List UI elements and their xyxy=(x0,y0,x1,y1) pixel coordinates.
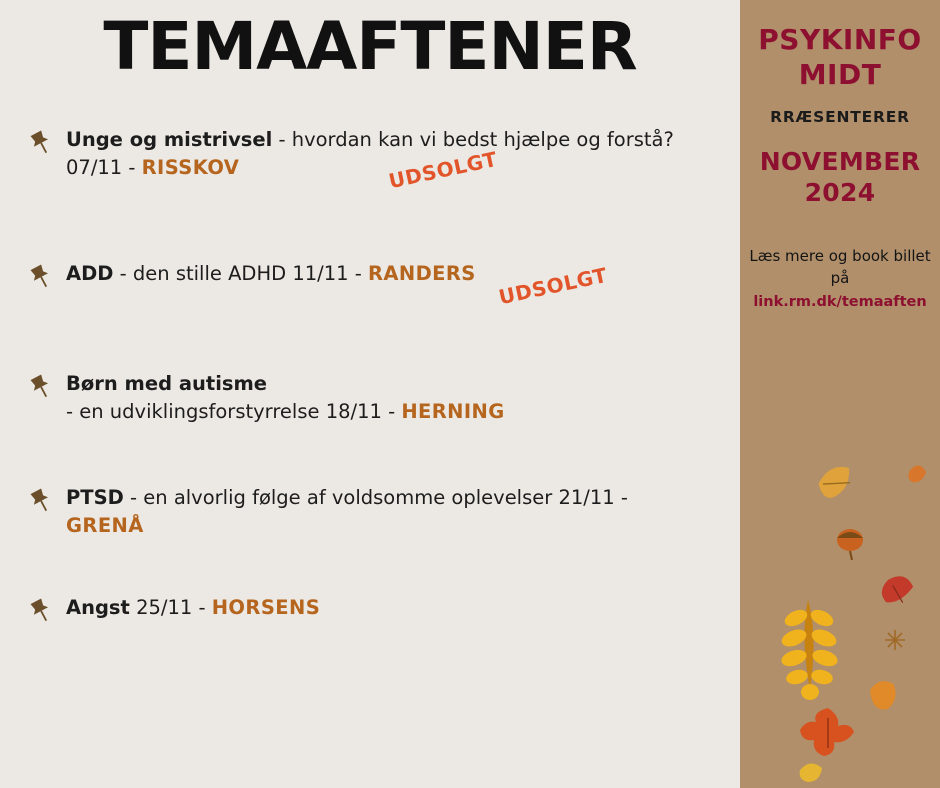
event-place: RISSKOV xyxy=(141,156,240,180)
brand-line-2: MIDT xyxy=(798,58,882,91)
year-label: 2024 xyxy=(804,178,876,208)
event-title: PTSD xyxy=(66,486,124,509)
date-block xyxy=(740,146,940,209)
event-title: Angst xyxy=(66,596,130,619)
month-label: NOVEMBER xyxy=(759,147,921,176)
event-place: HORSENS xyxy=(211,596,321,619)
event-place: HERNING xyxy=(401,400,505,424)
pushpin-icon xyxy=(26,126,66,158)
pushpin-icon xyxy=(26,260,66,292)
booking-text: Læs mere og book billet på xyxy=(749,246,931,287)
event-text xyxy=(66,260,610,310)
event-title: ADD xyxy=(66,262,114,285)
pushpin-icon xyxy=(26,484,66,516)
event-list xyxy=(0,126,740,656)
list-item xyxy=(26,484,740,546)
autumn-leaves-decoration xyxy=(740,440,940,788)
event-description: 25/11 - xyxy=(129,596,212,619)
event-text xyxy=(66,594,320,622)
booking-info xyxy=(740,245,940,314)
event-description: - en udviklingsforstyrrelse 18/11 - xyxy=(66,400,402,424)
list-item xyxy=(26,594,740,656)
event-text xyxy=(66,370,505,427)
list-item xyxy=(26,260,740,322)
event-place: RANDERS xyxy=(367,262,476,285)
event-text xyxy=(66,484,706,541)
sidebar xyxy=(740,0,940,788)
event-place: GRENÅ xyxy=(66,514,144,538)
event-title: Børn med autisme xyxy=(66,372,268,395)
event-title: Unge og mistrivsel xyxy=(66,128,273,151)
booking-link[interactable]: link.rm.dk/temaaften xyxy=(753,293,927,310)
status-badge: UDSOLGT xyxy=(386,146,500,194)
event-description: - hvordan kan vi bedst hjælpe og forstå? 07/11 - xyxy=(66,128,674,180)
list-item xyxy=(26,126,740,194)
brand-name xyxy=(740,22,940,92)
page-title: TEMAAFTENER xyxy=(103,8,637,85)
brand-line-1: PSYKINFO xyxy=(758,23,922,56)
event-description: - en alvorlig følge af voldsomme oplevelser 21/11 - xyxy=(123,486,628,509)
event-text xyxy=(66,126,706,194)
presents-label: RRÆSENTERER xyxy=(770,108,910,126)
status-badge: UDSOLGT xyxy=(496,262,610,310)
pushpin-icon xyxy=(26,370,66,402)
pushpin-icon xyxy=(26,594,66,626)
event-description: - den stille ADHD 11/11 - xyxy=(113,262,368,285)
list-item xyxy=(26,370,740,432)
leaf-cluster-icon xyxy=(740,440,940,788)
